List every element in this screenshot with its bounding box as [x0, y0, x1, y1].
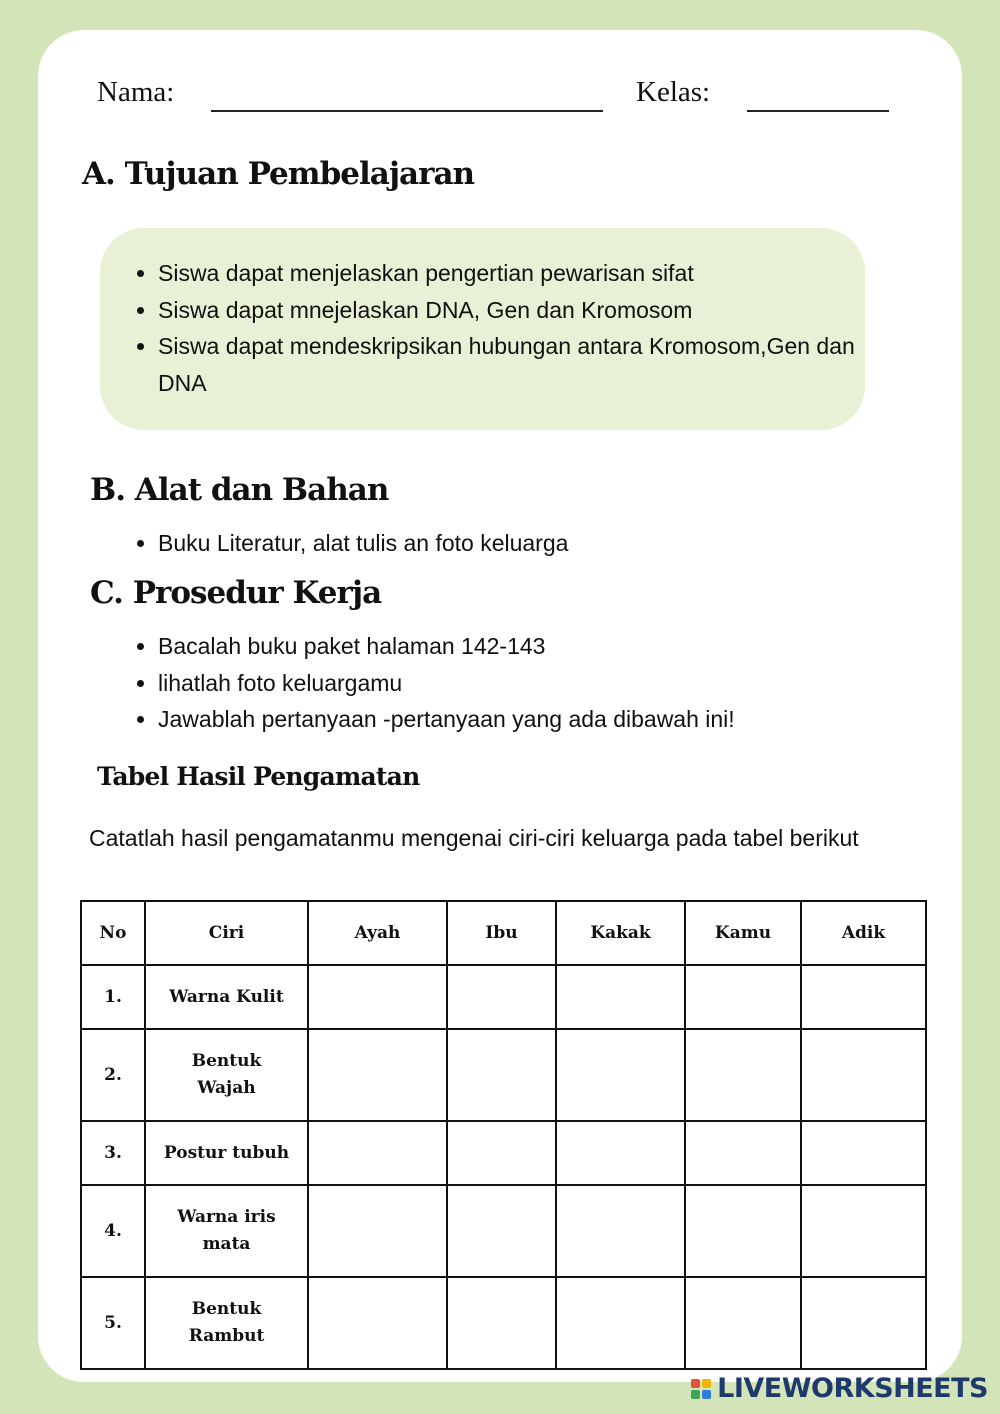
row-number: 4. — [81, 1185, 145, 1277]
answer-cell-ibu[interactable] — [447, 1277, 556, 1369]
table-row — [81, 965, 926, 1029]
section-c-title: C. Prosedur Kerja — [90, 575, 382, 611]
procedure-list — [130, 628, 938, 738]
logo-square — [691, 1379, 700, 1388]
row-ciri: Warna Kulit — [145, 965, 308, 1029]
row-number: 2. — [81, 1029, 145, 1121]
learning-goal-item: • Siswa dapat mnejelaskan DNA, Gen dan Kromosom — [158, 292, 858, 329]
observation-table — [80, 900, 927, 1370]
row-ciri: Bentuk Wajah — [145, 1029, 308, 1121]
table-row — [81, 1029, 926, 1121]
row-ciri: Postur tubuh — [145, 1121, 308, 1185]
answer-cell-adik[interactable] — [801, 965, 926, 1029]
section-b-title: B. Alat dan Bahan — [90, 472, 389, 508]
watermark-text: LIVEWORKSHEETS — [717, 1373, 988, 1404]
answer-cell-kamu[interactable] — [685, 1185, 801, 1277]
nama-input-line[interactable] — [211, 110, 603, 112]
row-number: 5. — [81, 1277, 145, 1369]
column-header-ayah: Ayah — [308, 901, 447, 965]
liveworksheets-watermark[interactable] — [691, 1373, 988, 1404]
column-header-kakak: Kakak — [556, 901, 685, 965]
row-ciri: Warna iris mata — [145, 1185, 308, 1277]
answer-cell-kakak[interactable] — [556, 1121, 685, 1185]
answer-cell-ayah[interactable] — [308, 1277, 447, 1369]
answer-cell-kamu[interactable] — [685, 1029, 801, 1121]
learning-goals-list — [130, 255, 858, 401]
answer-cell-kamu[interactable] — [685, 965, 801, 1029]
materials-item: • Buku Literatur, alat tulis an foto keluarga — [158, 525, 918, 562]
answer-cell-ayah[interactable] — [308, 1121, 447, 1185]
learning-goal-item: • Siswa dapat mendeskripsikan hubungan antara Kromosom,Gen dan DNA — [158, 328, 858, 401]
answer-cell-ayah[interactable] — [308, 1185, 447, 1277]
answer-cell-ayah[interactable] — [308, 1029, 447, 1121]
column-header-adik: Adik — [801, 901, 926, 965]
answer-cell-ibu[interactable] — [447, 1121, 556, 1185]
procedure-item: • Jawablah pertanyaan -pertanyaan yang ada dibawah ini! — [158, 701, 938, 738]
answer-cell-ibu[interactable] — [447, 1029, 556, 1121]
kelas-label: Kelas: — [636, 76, 711, 108]
table-row — [81, 1185, 926, 1277]
answer-cell-kakak[interactable] — [556, 1277, 685, 1369]
row-number: 3. — [81, 1121, 145, 1185]
logo-square — [691, 1390, 700, 1399]
answer-cell-adik[interactable] — [801, 1277, 926, 1369]
learning-goal-item: • Siswa dapat menjelaskan pengertian pewarisan sifat — [158, 255, 858, 292]
table-header-row — [81, 901, 926, 965]
answer-cell-ayah[interactable] — [308, 965, 447, 1029]
answer-cell-kamu[interactable] — [685, 1277, 801, 1369]
nama-label: Nama: — [97, 76, 175, 108]
answer-cell-kakak[interactable] — [556, 1029, 685, 1121]
answer-cell-adik[interactable] — [801, 1121, 926, 1185]
answer-cell-adik[interactable] — [801, 1029, 926, 1121]
procedure-item: • Bacalah buku paket halaman 142-143 — [158, 628, 938, 665]
table-row — [81, 1277, 926, 1369]
observation-intro: Catatlah hasil pengamatanmu mengenai ciri-ciri keluarga pada tabel berikut — [89, 825, 859, 851]
table-row — [81, 1121, 926, 1185]
liveworksheets-logo-icon — [691, 1379, 711, 1399]
section-a-title: A. Tujuan Pembelajaran — [82, 156, 475, 192]
column-header-ciri: Ciri — [145, 901, 308, 965]
answer-cell-kamu[interactable] — [685, 1121, 801, 1185]
logo-square — [702, 1379, 711, 1388]
answer-cell-kakak[interactable] — [556, 965, 685, 1029]
column-header-no: No — [81, 901, 145, 965]
answer-cell-kakak[interactable] — [556, 1185, 685, 1277]
answer-cell-ibu[interactable] — [447, 965, 556, 1029]
materials-list — [130, 525, 918, 562]
procedure-item: • lihatlah foto keluargamu — [158, 665, 938, 702]
column-header-ibu: Ibu — [447, 901, 556, 965]
row-number: 1. — [81, 965, 145, 1029]
answer-cell-ibu[interactable] — [447, 1185, 556, 1277]
answer-cell-adik[interactable] — [801, 1185, 926, 1277]
row-ciri: Bentuk Rambut — [145, 1277, 308, 1369]
kelas-input-line[interactable] — [747, 110, 889, 112]
logo-square — [702, 1390, 711, 1399]
observation-title: Tabel Hasil Pengamatan — [97, 762, 420, 791]
column-header-kamu: Kamu — [685, 901, 801, 965]
